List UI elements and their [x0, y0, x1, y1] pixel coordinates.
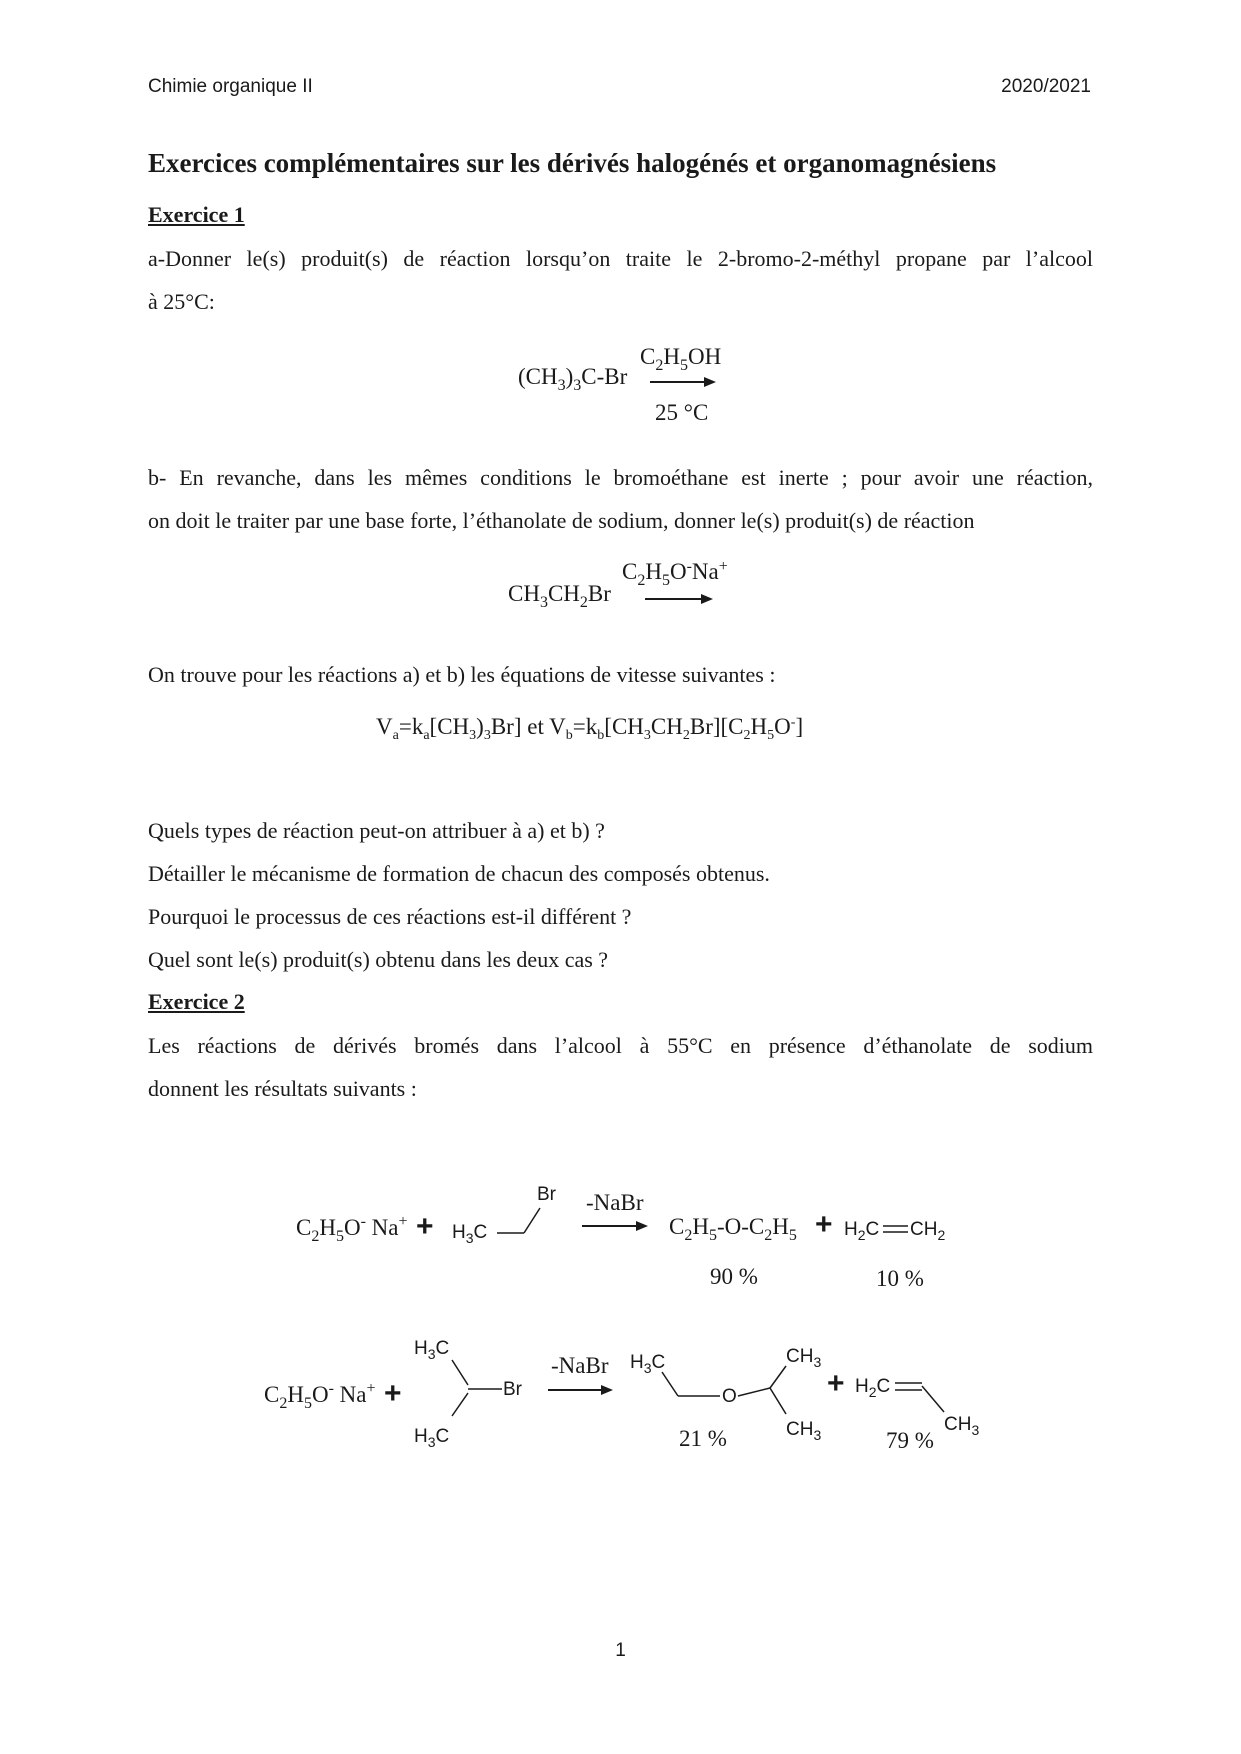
- r2-yield-ether: 21 %: [679, 1426, 727, 1451]
- r2-base: [264, 1380, 376, 1412]
- svg-text:CH3CH2Br: $CH_3CH_2Br$: [508, 581, 611, 611]
- reaction-2: [0, 1330, 1241, 1470]
- r1-yield-ethene: 10 %: [876, 1266, 924, 1291]
- r1-base: [296, 1213, 408, 1245]
- svg-text:H2C: $H_2C$: [855, 1376, 891, 1400]
- equation-a-condition: [655, 400, 708, 425]
- svg-text:H3C: $H_3C$: [452, 1222, 488, 1246]
- equation-a-reagent: [640, 344, 721, 374]
- svg-text:H3C: $H_3C$: [630, 1352, 666, 1376]
- exercise-2-line-1: Les réactions de dérivés bromés dans l’alcool à 55°C en présence d’éthanolate de sodium: [148, 1033, 1093, 1058]
- svg-text:C2H5O- Na+: $C_2H_5O^-$ Na+: [264, 1380, 376, 1412]
- svg-text:CH2: $CH_2$: [910, 1219, 946, 1243]
- r1-ethene-product: [844, 1219, 945, 1243]
- svg-text:C2H5OH: $C_2H_5OH$: [640, 344, 722, 374]
- page-title: Exercices complémentaires sur les dérivés halogénés et organomagnésiens: [148, 148, 997, 178]
- question-3: Pourquoi le processus de ces réactions est-il différent ?: [148, 904, 632, 929]
- svg-text:CH3: $CH_3$: [786, 1419, 822, 1443]
- rates-intro: On trouve pour les réactions a) et b) les équations de vitesse suivantes :: [148, 662, 776, 687]
- r1-bromoethane: [452, 1184, 557, 1246]
- plus-sign: +: [827, 1367, 845, 1400]
- header-year: 2020/2021: [1001, 76, 1091, 97]
- svg-text:C2H5O- Na+: $C_2H_5O^-$ Na+: [296, 1213, 408, 1245]
- exercise-1-part-a: [148, 237, 1093, 323]
- plus-sign: +: [384, 1377, 402, 1410]
- svg-text:(CH3)3C-Br: $(CH_3)_3C-Br$: [518, 364, 628, 394]
- r2-arrow-label: -NaBr: [551, 1353, 609, 1378]
- question-4: Quel sont le(s) produit(s) obtenu dans les deux cas ?: [148, 947, 609, 972]
- svg-text:C2H5-O-C2H5: $C_2H_5-O-C_2H_5$: [669, 1214, 797, 1244]
- equation-b-reagent: [622, 558, 728, 589]
- arrow-head: [601, 1385, 613, 1395]
- svg-text:25 °C: 25 °C: [655, 400, 709, 425]
- svg-text:O: O: [722, 1386, 737, 1407]
- plus-sign: +: [815, 1208, 833, 1241]
- arrow-head: [704, 377, 716, 387]
- exercise-2-heading: Exercice 2: [148, 989, 245, 1014]
- r2-yield-propene: 79 %: [886, 1428, 934, 1453]
- part-a-line-2: à 25°C:: [148, 289, 215, 314]
- reaction-1: [0, 1180, 1241, 1300]
- r1-yield-ether: 90 %: [710, 1264, 758, 1289]
- svg-text:H3C: $H_3C$: [414, 1426, 450, 1450]
- question-2: Détailler le mécanisme de formation de chacun des composés obtenus.: [148, 861, 770, 886]
- header-course: Chimie organique II: [148, 76, 313, 97]
- exercise-1-part-b: [148, 456, 1093, 542]
- page-number: 1: [615, 1640, 626, 1661]
- svg-text:Va=ka[CH3)3Br] et Vb=kb[CH3: $V_a=k_a[CH_3)_3Br$] et $V_b=k_b[CH_3CH_2Br][C_2H_5O^-]$: [376, 714, 804, 743]
- svg-text:Br: Br: [537, 1184, 556, 1205]
- svg-text:CH3: $CH_3$: [786, 1346, 822, 1370]
- svg-text:CH3: $CH_3$: [944, 1414, 980, 1438]
- r1-ether-product: [669, 1214, 797, 1244]
- svg-text:C2H5O-Na+: $C_2H_5O^-Na^+$: [622, 558, 728, 589]
- svg-text:Br: Br: [503, 1379, 522, 1400]
- equation-b-reactant: [508, 581, 611, 611]
- svg-text:H2C: $H_2C$: [844, 1219, 880, 1243]
- part-b-line-1: b- En revanche, dans les mêmes conditions le bromoéthane est inerte ; pour avoir une réaction,: [148, 465, 1093, 490]
- rate-equations: [0, 708, 1241, 748]
- r2-2-bromopropane: [414, 1338, 523, 1450]
- equation-b: [0, 555, 1241, 625]
- r1-arrow-label: -NaBr: [586, 1190, 644, 1215]
- part-a-line-1: a-Donner le(s) produit(s) de réaction lorsqu’on traite le 2-bromo-2-méthyl propane par l’alcool: [148, 246, 1093, 271]
- svg-text:H3C: $H_3C$: [414, 1338, 450, 1362]
- exercise-2-line-2: donnent les résultats suivants :: [148, 1076, 417, 1101]
- plus-sign: +: [416, 1210, 434, 1243]
- equation-a: [0, 330, 1241, 440]
- exercise-1-heading: Exercice 1: [148, 202, 245, 227]
- question-1: Quels types de réaction peut-on attribuer à a) et b) ?: [148, 818, 605, 843]
- part-b-line-2: on doit le traiter par une base forte, l’éthanolate de sodium, donner le(s) produit(s) de réaction: [148, 508, 975, 533]
- arrow-head: [701, 594, 713, 604]
- exercise-2-intro: [148, 1024, 1093, 1110]
- equation-a-reactant: [518, 364, 628, 394]
- arrow-head: [636, 1221, 648, 1231]
